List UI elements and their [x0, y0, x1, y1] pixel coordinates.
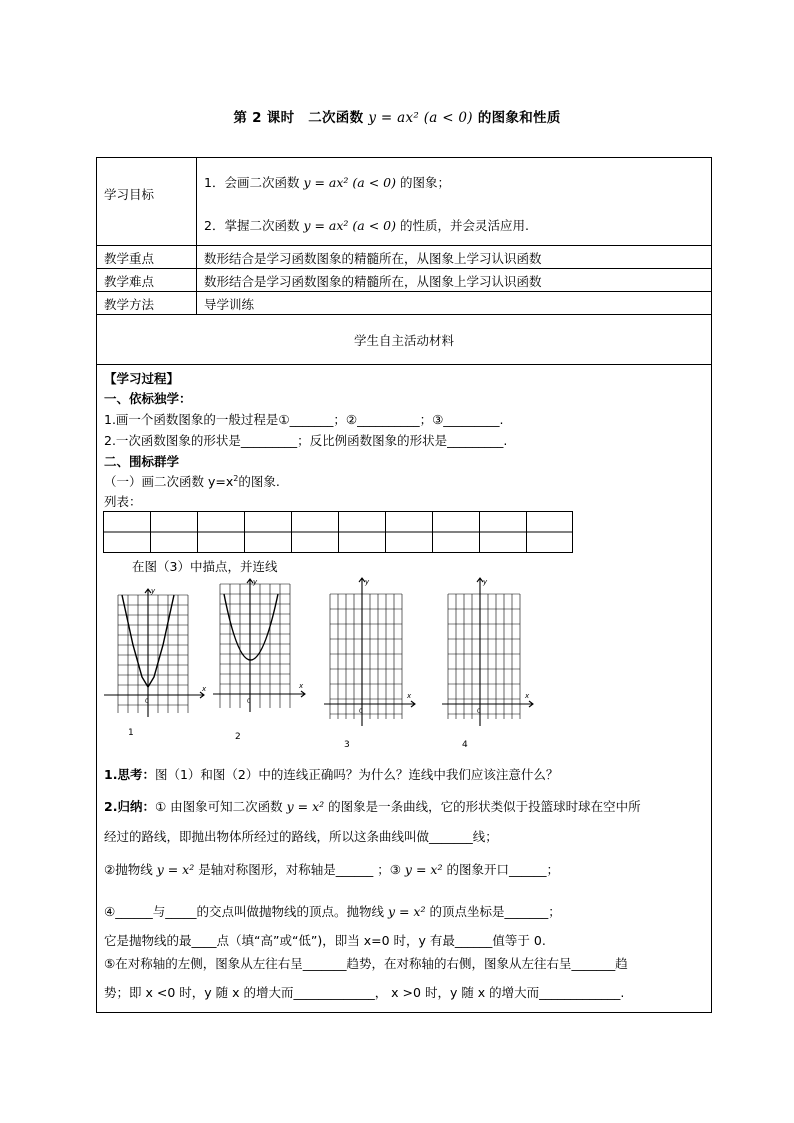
summary-line-5: 它是抛物线的最____点（填“高”或“低”)，即当 x=0 时，y 有最______值等于 0.: [104, 933, 546, 948]
goal-2-suffix: 的性质，并会灵活应用.: [400, 218, 529, 233]
question-1: 1.画一个函数图象的一般过程是①_______；②__________；③_________.: [104, 412, 504, 427]
difficulty-value: 数形结合是学习函数图象的精髓所在，从图象上学习认识函数: [204, 274, 542, 289]
summary-text: 的图象开口______；: [446, 862, 559, 877]
summary-text: 的图象是一条曲线，它的形状类似于投篮球时球在空中所: [328, 799, 641, 814]
title-formula: y = ax² (a < 0): [368, 110, 473, 126]
sub1-suffix: 的图象.: [238, 474, 280, 489]
graph-4-label: 4: [462, 740, 468, 748]
goal-1-suffix: 的图象；: [400, 175, 451, 190]
summary-formula: y = x²: [387, 904, 426, 919]
summary-text: ① 由图象可知二次函数: [154, 799, 283, 814]
key-value: 数形结合是学习函数图象的精髓所在，从图象上学习认识函数: [204, 251, 542, 266]
title-prefix: 第 2 课时 二次函数: [233, 110, 364, 126]
y-axis-label: y: [365, 578, 370, 586]
x-axis-label: x: [407, 692, 412, 700]
graph-3-label: 3: [344, 740, 350, 748]
graph-1: [100, 583, 212, 743]
goal-1: [204, 173, 450, 191]
process-heading: 【学习过程】: [104, 371, 180, 386]
part1-heading: 一、依标独学：: [104, 391, 192, 406]
graph-2: [211, 576, 323, 741]
graph-1-label: 1: [128, 728, 134, 738]
summary-label: 2.归纳：: [104, 799, 155, 814]
goal-2-prefix: 2．掌握二次函数: [204, 218, 300, 233]
summary-text: ②抛物线: [104, 862, 153, 877]
x-axis-label: x: [299, 682, 304, 690]
summary-formula: y = x²: [286, 799, 325, 814]
page-title: [0, 106, 794, 126]
summary-line-7: 势；即 x <0 时，y 随 x 的增大而_____________， x >0 时，y 随 x 的增大而_____________.: [104, 985, 625, 1000]
think-text: 图（1）和图（2）中的连线正确吗？为什么？连线中我们应该注意什么？: [154, 767, 559, 782]
summary-text: 的顶点坐标是_______；: [429, 904, 561, 919]
y-axis-label: y: [253, 578, 258, 586]
origin-label: 0: [359, 708, 363, 715]
goal-label: 学习目标: [104, 187, 155, 202]
goal-1-prefix: 1．会画二次函数: [204, 175, 300, 190]
column-divider: [196, 157, 197, 314]
origin-label: 0: [477, 708, 481, 715]
plot-hint: 在图（3）中描点，并连线: [132, 559, 278, 574]
row-divider: [96, 364, 712, 365]
x-axis-label: x: [202, 685, 207, 693]
summary-formula: y = x²: [404, 862, 443, 877]
row-divider: [96, 245, 712, 246]
think-label: 1.思考：: [104, 767, 155, 782]
y-axis-label: y: [151, 587, 156, 595]
sub1-prefix: （一）画二次函数 y=x: [104, 474, 234, 489]
summary-text: 是轴对称图形，对称轴是______ ；③: [198, 862, 401, 877]
summary-formula: y = x²: [156, 862, 195, 877]
value-table: [103, 511, 574, 554]
sub1-sup: 2: [233, 473, 239, 483]
goal-1-formula: y = ax² (a < 0): [303, 175, 397, 190]
graph-4: [440, 576, 535, 748]
method-value: 导学训练: [204, 297, 255, 312]
part2-heading: 二、围标群学: [104, 454, 180, 469]
row-divider: [96, 291, 712, 292]
y-axis-label: y: [483, 578, 488, 586]
goal-2-formula: y = ax² (a < 0): [303, 218, 397, 233]
summary-line-6: ⑤在对称轴的左侧，图象从左往右呈_______趋势，在对称轴的右侧，图象从左往右呈_______趋: [104, 956, 628, 971]
origin-label: 0: [247, 698, 251, 705]
graph-2-label: 2: [235, 732, 241, 741]
summary-line-1: [104, 797, 641, 815]
question-2: 2.一次函数图象的形状是_________；反比例函数图象的形状是_________.: [104, 433, 508, 448]
summary-line-2: 经过的路线，即抛出物体所经过的路线，所以这条曲线叫做_______线；: [104, 829, 498, 844]
title-suffix: 的图象和性质: [477, 110, 561, 126]
sub1: [104, 472, 280, 490]
row-divider: [96, 268, 712, 269]
goal-2: [204, 216, 529, 234]
list-label: 列表：: [104, 494, 142, 509]
difficulty-label: 教学难点: [104, 274, 155, 289]
key-label: 教学重点: [104, 251, 155, 266]
graph-3: [322, 576, 417, 748]
section-title: 学生自主活动材料: [353, 333, 454, 348]
method-label: 教学方法: [104, 297, 155, 312]
summary-line-3: [104, 860, 559, 878]
summary-line-4: [104, 902, 561, 920]
think: [104, 765, 558, 783]
row-divider: [96, 314, 712, 315]
x-axis-label: x: [525, 692, 530, 700]
summary-text: ④______与_____的交点叫做抛物线的顶点。抛物线: [104, 904, 384, 919]
origin-label: 0: [145, 698, 149, 705]
